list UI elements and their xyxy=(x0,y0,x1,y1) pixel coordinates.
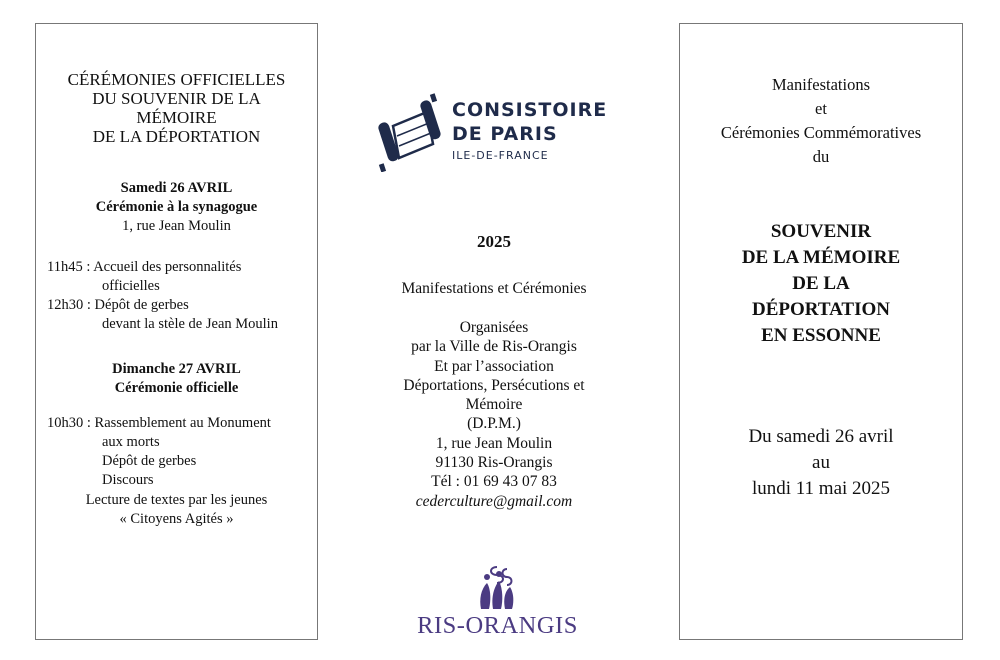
title-line: EN ESSONNE xyxy=(761,325,881,346)
organizer-line: (D.P.M.) xyxy=(467,415,521,433)
ris-orangis-logo xyxy=(395,565,600,643)
organizer-email: cederculture@gmail.com xyxy=(415,492,573,510)
right-panel xyxy=(679,23,963,640)
organizer-city: 91130 Ris-Orangis xyxy=(435,454,553,472)
schedule-continuation: officielles xyxy=(102,278,160,294)
year-heading: 2025 xyxy=(477,232,511,251)
right-title xyxy=(680,219,962,349)
intro-line: du xyxy=(812,147,830,166)
organizer-line: Mémoire xyxy=(465,396,523,414)
title-line: DE LA MÉMOIRE xyxy=(741,247,901,268)
schedule-continuation: Dépôt de gerbes xyxy=(102,453,197,469)
organizer-line: par la Ville de Ris-Orangis xyxy=(411,338,577,356)
saturday-event: Cérémonie à la synagogue xyxy=(95,199,258,215)
logo-wordmark xyxy=(452,98,607,164)
title-line: SOUVENIR xyxy=(770,221,872,242)
sunday-schedule xyxy=(47,414,315,490)
date-line: Du samedi 26 avril xyxy=(748,426,894,447)
sunday-header xyxy=(36,360,317,398)
left-title-line: DU SOUVENIR DE LA xyxy=(92,89,261,108)
date-line: lundi 11 mai 2025 xyxy=(751,478,891,499)
torah-scroll-icon xyxy=(375,92,447,172)
saturday-header xyxy=(36,179,317,217)
intro-line: Cérémonies Commémoratives xyxy=(720,123,922,142)
saturday-date: Samedi 26 AVRIL xyxy=(120,180,233,196)
schedule-time: 10h30 : xyxy=(47,415,91,431)
sunday-date: Dimanche 27 AVRIL xyxy=(112,361,241,377)
consistoire-logo xyxy=(375,92,615,172)
logo-line1: CONSISTOIRE xyxy=(452,99,608,121)
middle-subtitle: Manifestations et Cérémonies xyxy=(401,280,587,297)
schedule-item xyxy=(47,414,315,433)
saturday-address: 1, rue Jean Moulin xyxy=(122,218,231,234)
reading-line: Lecture de textes par les jeunes xyxy=(85,492,268,508)
logo-line3: ILE-DE-FRANCE xyxy=(452,149,549,162)
saturday-schedule xyxy=(47,258,315,334)
organizer-line: Et par l’association xyxy=(434,357,554,375)
date-line: au xyxy=(812,452,830,473)
title-line: DÉPORTATION xyxy=(752,299,890,320)
schedule-item xyxy=(47,296,315,315)
title-line: DE LA xyxy=(792,273,850,294)
left-title xyxy=(36,70,317,146)
schedule-continuation: Discours xyxy=(102,472,154,488)
left-title-line: DE LA DÉPORTATION xyxy=(92,127,261,146)
ris-orangis-wordmark: RIS-ORANGIS xyxy=(417,612,578,639)
intro-line: et xyxy=(815,99,827,118)
schedule-text: Dépôt de gerbes xyxy=(90,297,189,313)
right-dates xyxy=(680,424,962,502)
organizer-line: Déportations, Persécutions et xyxy=(403,376,585,394)
organizer-address: 1, rue Jean Moulin xyxy=(435,434,553,452)
logo-line2: DE PARIS xyxy=(452,123,558,145)
schedule-text: Rassemblement au Monument xyxy=(90,415,271,431)
organizer-line: Organisées xyxy=(459,319,529,336)
intro-line: Manifestations xyxy=(771,75,871,94)
schedule-time: 11h45 : xyxy=(47,259,91,275)
schedule-continuation: aux morts xyxy=(102,434,160,450)
schedule-item xyxy=(47,258,315,277)
left-title-line: CÉRÉMONIES OFFICIELLES xyxy=(67,70,286,89)
reading-note xyxy=(36,491,317,529)
schedule-continuation: devant la stèle de Jean Moulin xyxy=(102,316,278,332)
right-intro xyxy=(680,73,962,169)
reading-line: « Citoyens Agités » xyxy=(119,511,234,527)
schedule-text: Accueil des personnalités xyxy=(90,259,242,275)
schedule-time: 12h30 : xyxy=(47,297,91,313)
ris-orangis-emblem-icon xyxy=(467,565,527,611)
organizer-phone: Tél : 01 69 43 07 83 xyxy=(431,473,557,491)
sunday-event: Cérémonie officielle xyxy=(114,380,239,396)
organizer-block xyxy=(334,318,654,511)
left-title-line: MÉMOIRE xyxy=(136,108,217,127)
left-panel xyxy=(35,23,318,640)
